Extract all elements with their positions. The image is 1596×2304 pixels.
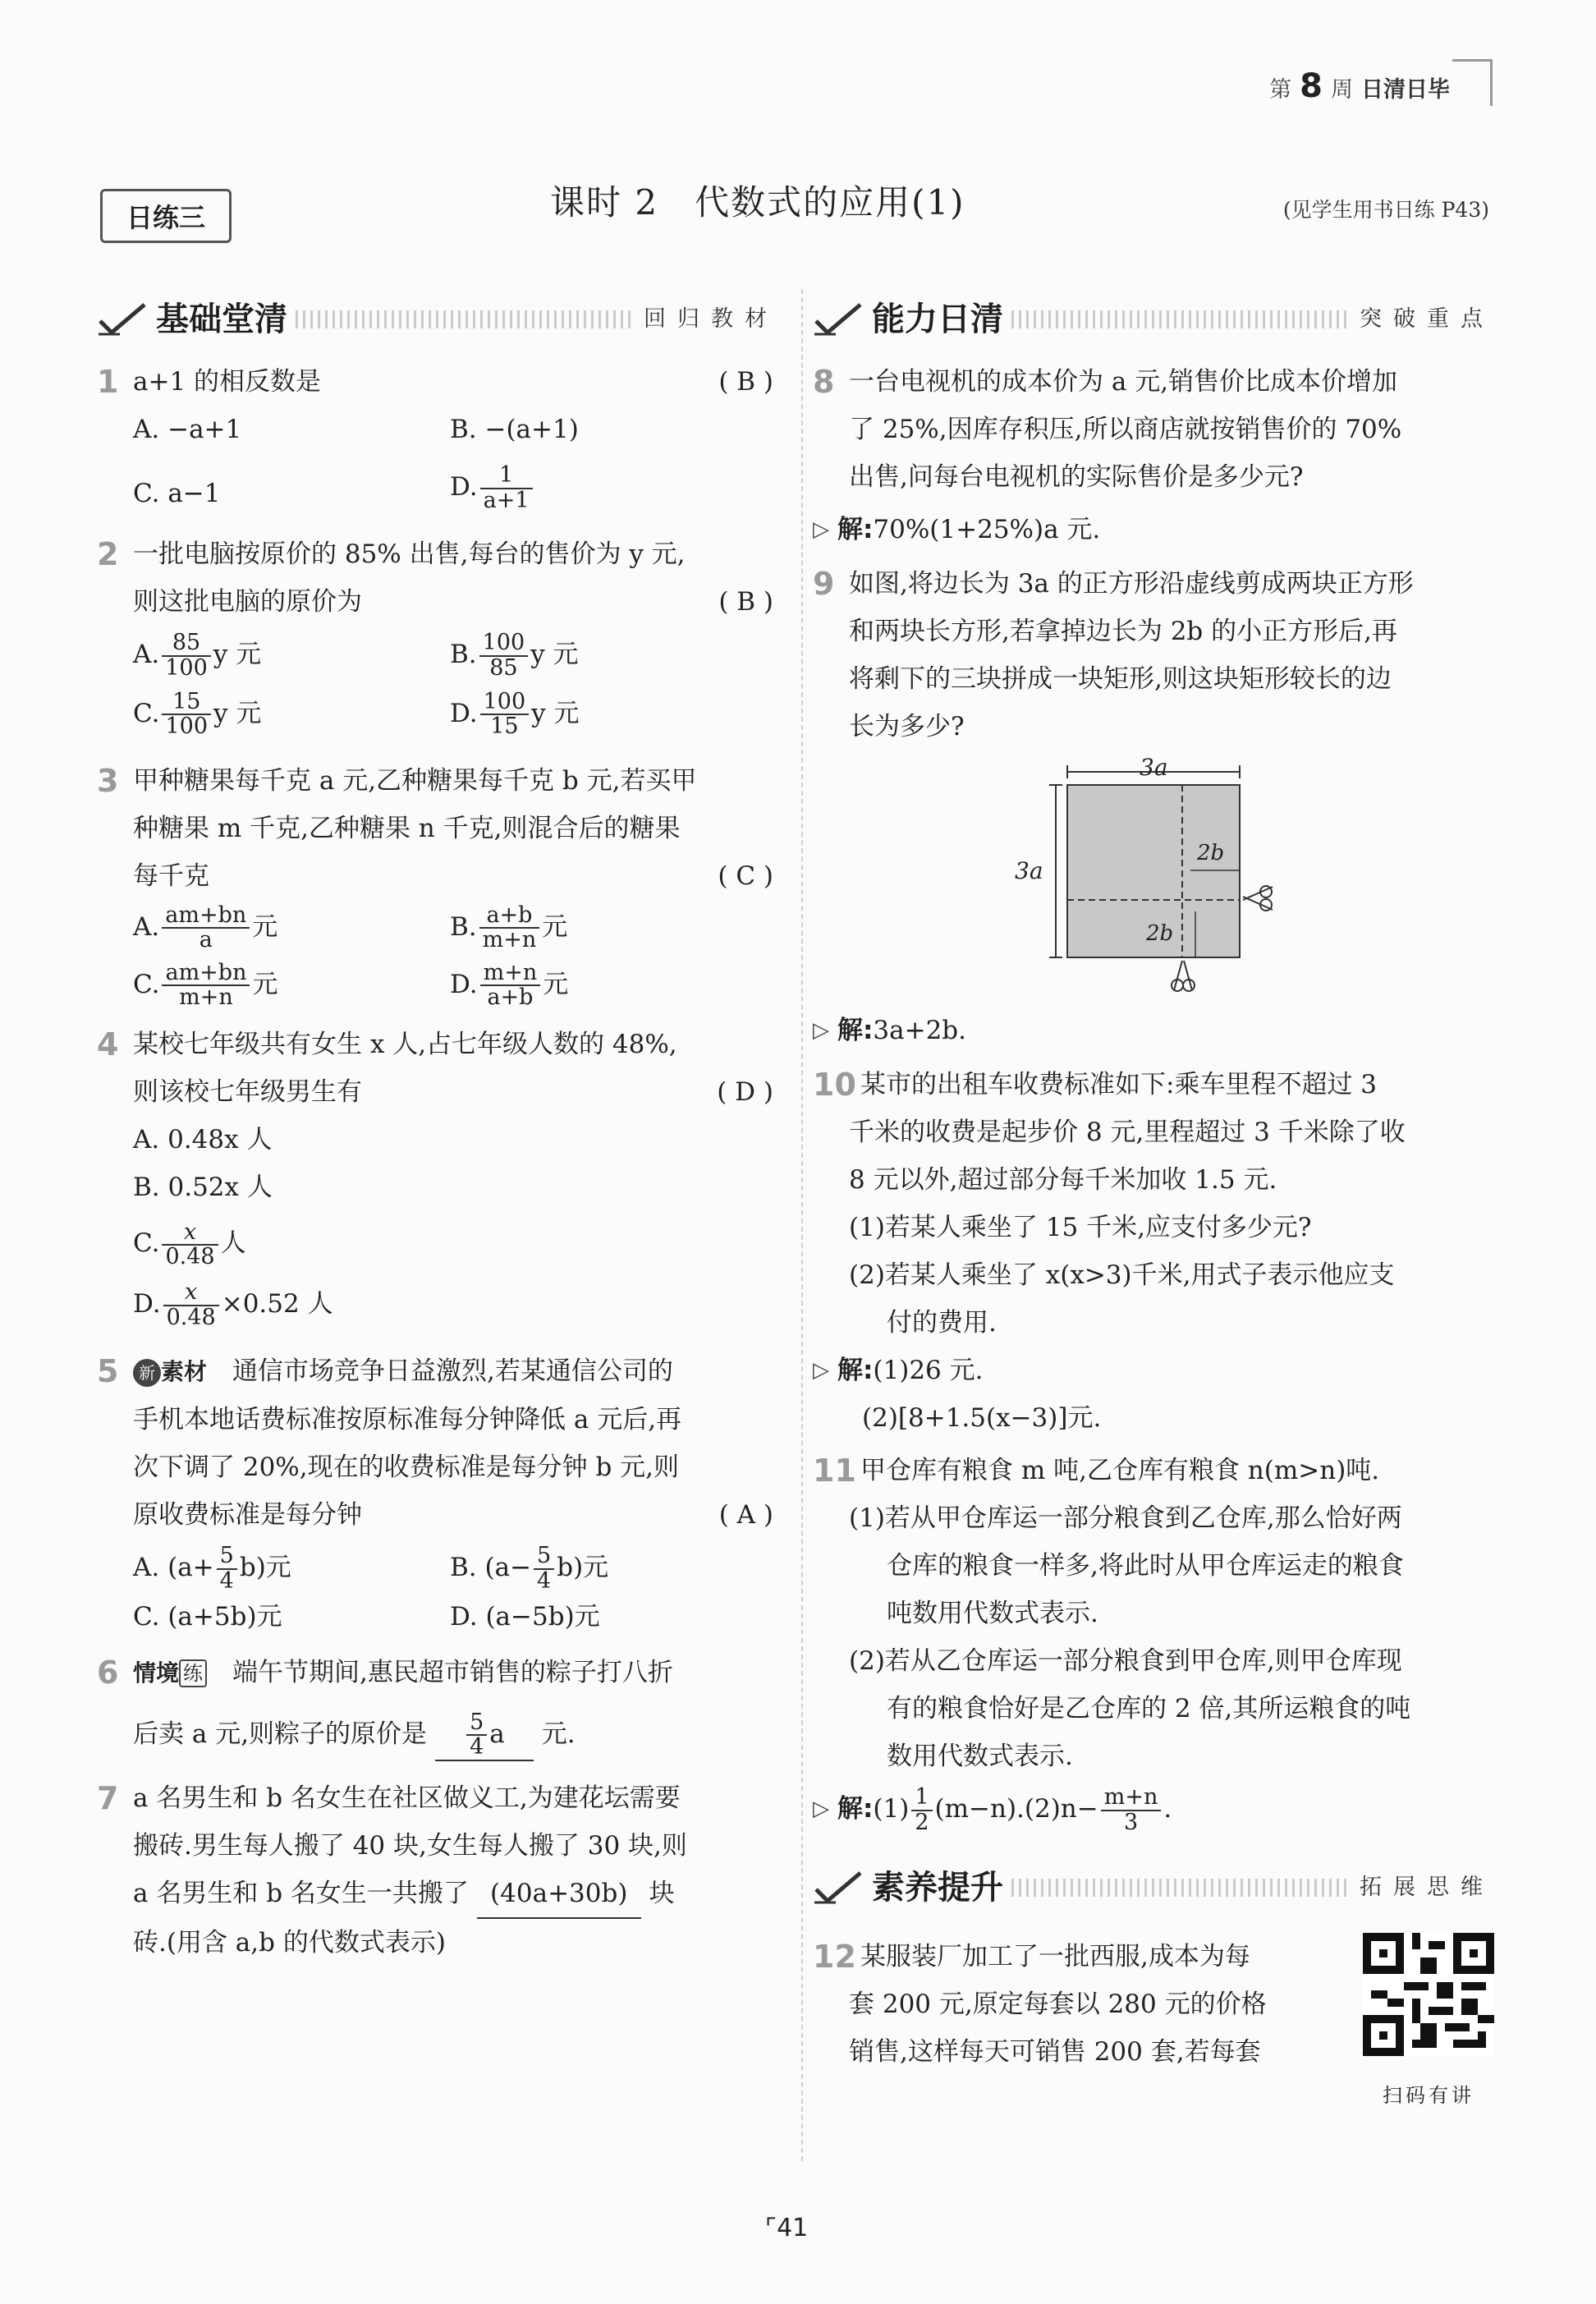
column-divider [801,289,803,2161]
question-part: 数用代数式表示. [887,1742,1073,1771]
question-stem-line: a 名男生和 b 名女生在社区做义工,为建花坛需要 [133,1783,681,1813]
option-d [450,463,778,517]
numerator: 1 [480,464,533,489]
option-tail: 元 [252,911,278,942]
option-b [450,1544,778,1593]
option-label: B. (a− [450,1553,532,1583]
option-label: D. [133,1289,161,1320]
section-dots [1011,310,1346,328]
option-tail: 元 [542,911,568,942]
context-label: 情境 [133,1659,180,1687]
blank-tail: a [489,1719,505,1749]
option-a [133,631,450,680]
fraction [479,904,540,952]
fraction [162,904,250,952]
option-d [450,690,778,739]
option-c [133,690,450,739]
question-number: 6 [97,1654,119,1691]
section-basic-header [97,296,778,343]
question-stem-line: 套 200 元,原定每套以 280 元的价格 [849,1989,1267,2019]
question-stem: a+1 的相反数是 [133,367,322,397]
left-column [97,296,778,1967]
option-label: A. (a+ [133,1553,214,1583]
question-stem-line: 某服装厂加工了一批西服,成本为每 [860,1941,1250,1971]
square-figure [813,755,1494,1002]
fraction [162,631,211,680]
fill-blank[interactable] [435,1710,534,1761]
question-12 [813,1933,1348,2119]
question-part: 付的费用. [887,1308,997,1338]
question-stem-line: 了 25%,因库存积压,所以商店就按销售价的 70% [849,415,1402,444]
fraction [162,691,211,739]
solution-9 [813,1007,1494,1054]
question-number: 12 [813,1938,856,1975]
question-number: 5 [97,1353,119,1390]
denominator: 4 [470,1734,484,1760]
denominator: 0.48 [165,1243,215,1269]
fraction [480,464,533,512]
answer-choice: ( B ) [718,367,773,397]
pen-check-icon [813,301,864,337]
numerator: 100 [479,631,529,656]
option-label: B. [450,640,477,669]
solution-label: 解: [837,1794,874,1824]
option-c [133,961,450,1010]
fraction [217,1544,237,1593]
question-stem-line: 后卖 a 元,则粽子的原价是 [133,1719,428,1749]
denominator: m+n [179,984,233,1011]
week-prefix: 第 [1269,77,1292,103]
question-stem-line: 则这批电脑的原价为 [133,587,362,617]
scissors-icon [1172,961,1195,991]
question-stem-line: 端午节期间,惠民超市销售的粽子打八折 [232,1657,673,1687]
solution-text: 70%(1+25%)a 元. [873,515,1101,544]
week-indicator [1269,67,1450,105]
question-part: (1)若从甲仓库运一部分粮食到乙仓库,那么恰好两 [849,1503,1402,1533]
denominator: m+n [482,927,537,953]
fraction [1101,1786,1162,1834]
question-stem-line: 长为多少? [849,712,965,741]
question-stem-line: 手机本地话费标准按原标准每分钟降低 a 元后,再 [133,1405,682,1435]
question-stem-line: a 名男生和 b 名女生一共搬了 [133,1878,469,1908]
brand-label: 日清日毕 [1361,77,1450,103]
options [97,406,778,517]
question-stem-line: 将剩下的三块拼成一块矩形,则这块矩形较长的边 [849,664,1392,694]
question-3 [97,757,778,900]
question-stem-line: 如图,将边长为 3a 的正方形沿虚线剪成两块正方形 [849,569,1414,599]
solution-text: (1) [873,1794,910,1824]
question-stem-line: 一批电脑按原价的 85% 出售,每台的售价为 y 元, [133,539,686,569]
option-label: B. [450,911,477,942]
pen-check-icon [813,1870,864,1906]
solution-text: . [1163,1794,1172,1824]
question-stem-line: 甲种糖果每千克 a 元,乙种糖果每千克 b 元,若买甲 [133,765,697,796]
option-a [133,903,450,952]
solution-10 [813,1347,1494,1442]
section-dots [1011,1879,1346,1897]
option-tail: 人 [220,1228,246,1259]
question-stem-line: 搬砖.男生每人搬了 40 块,女生每人搬了 30 块,则 [133,1830,687,1861]
numerator: 1 [911,1786,932,1811]
option-label: C. [133,698,160,728]
question-stem-line: 次下调了 20%,现在的收费标准是每分钟 b 元,则 [133,1453,680,1483]
question-stem-line: 千米的收费是起步价 8 元,里程超过 3 千米除了收 [849,1118,1406,1147]
question-stem-line: 种糖果 m 千克,乙种糖果 n 千克,则混合后的糖果 [133,813,681,843]
option-label: A. [133,911,160,942]
numerator: a+b [479,904,540,929]
cut-square-diagram [813,755,1494,1002]
option-label: A. [133,640,160,669]
fraction [911,1786,932,1834]
numerator: am+bn [162,962,250,986]
options [97,1116,778,1329]
section-subtitle: 突破重点 [1360,306,1494,332]
solution-label: 解: [837,1356,874,1385]
fraction [479,631,529,680]
option-tail: 元 [252,969,278,999]
solution-text: (1)26 元. [873,1356,984,1385]
denominator: a [199,927,213,953]
option-tail: y 元 [530,640,579,669]
option-label: C. [133,969,160,999]
option-label: D. [450,969,478,999]
option-a [133,1544,450,1593]
qr-code-icon[interactable] [1363,1933,1494,2056]
question-stem-line: 某校七年级共有女生 x 人,占七年级人数的 48%, [133,1030,677,1060]
right-column [813,296,1494,2119]
denominator: a+1 [483,487,530,513]
question-number: 4 [97,1026,119,1063]
question-stem-line: 8 元以外,超过部分每千米加收 1.5 元. [849,1165,1277,1195]
figure-label-cut: 2b [1197,841,1225,865]
numerator: 5 [217,1544,237,1569]
numerator: 100 [480,691,530,715]
solution-11 [813,1785,1494,1834]
fraction [534,1544,554,1593]
question-stem-line: 销售,这样每天可销售 200 套,若每套 [849,2036,1261,2067]
option-c [133,1219,778,1269]
section-dots [296,310,631,328]
question-2 [97,530,778,626]
option-b [450,631,778,680]
lesson-tag: 日练三 [100,189,232,243]
figure-label-cut: 2b [1146,921,1174,946]
question-part: 有的粮食恰好是乙仓库的 2 倍,其所运粮食的吨 [887,1694,1411,1723]
week-suffix: 周 [1331,77,1353,103]
denominator: 100 [165,714,209,740]
question-11 [813,1447,1494,1780]
option-label: C. [133,1228,160,1259]
section-subtitle: 拓展思维 [1360,1874,1494,1900]
numerator: m+n [1101,1786,1162,1811]
option-tail: b)元 [239,1553,291,1583]
week-number: 8 [1300,67,1323,105]
answer-choice: ( A ) [718,1500,773,1531]
option-tail: b)元 [557,1553,609,1583]
option-tail: y 元 [531,698,580,728]
numerator: 15 [162,691,211,715]
question-part: 仓库的粮食一样多,将此时从甲仓库运走的粮食 [887,1551,1404,1581]
material-label: 素材 [161,1358,208,1386]
question-stem-line: 甲仓库有粮食 m 吨,乙仓库有粮食 n(m>n)吨. [860,1456,1380,1485]
question-stem-line: 每千克 [133,861,209,891]
answer-choice: ( D ) [717,1077,773,1108]
denominator: 4 [537,1567,552,1594]
solution-8 [813,506,1494,553]
options [97,900,778,1010]
section-title: 基础堂清 [156,301,287,338]
section-title: 能力日清 [872,301,1003,338]
answer-choice: ( B ) [718,587,773,617]
option-a: A. 0.48x 人 [133,1125,273,1155]
denominator: 15 [490,714,519,740]
option-d [450,961,778,1010]
question-part: 吨数用代数式表示. [887,1599,1098,1628]
numerator: x [163,1281,219,1306]
option-label: D. [450,698,478,728]
fraction [480,959,541,1011]
solution-text: 3a+2b. [873,1016,967,1045]
option-c: C. a−1 [133,479,221,508]
solution-label: 解: [837,515,874,544]
qr-block [1363,1933,1494,2119]
question-stem-line: 和两块长方形,若拿掉边长为 2b 的小正方形后,再 [849,617,1397,646]
header-bracket [1452,59,1493,106]
numerator: 5 [534,1544,554,1569]
question-stem-line: 通信市场竞争日益激烈,若某通信公司的 [232,1356,673,1387]
denominator: a+b [487,984,534,1011]
new-badge: 新 [133,1359,161,1387]
figure-label-left: 3a [1015,857,1043,884]
question-stem-line: 则该校七年级男生有 [133,1077,362,1108]
option-a: A. −a+1 [133,415,242,444]
numerator: m+n [480,962,541,986]
denominator: 3 [1123,1809,1139,1835]
denominator: 4 [219,1567,234,1594]
section-title: 素养提升 [872,1868,1003,1907]
option-label: D. [450,472,478,502]
fill-blank[interactable]: (40a+30b) [477,1870,641,1919]
question-8 [813,358,1494,501]
question-number: 1 [97,364,119,400]
numerator: 85 [162,631,211,656]
question-number: 10 [813,1067,856,1103]
options [97,1539,778,1641]
pen-check-icon [97,301,148,337]
section-ability-header [813,296,1494,343]
question-1 [97,358,778,406]
question-stem-line: 砖.(用含 a,b 的代数式表示) [133,1927,446,1957]
fraction [162,1221,218,1269]
question-stem-line: 出售,问每台电视机的实际售价是多少元? [849,462,1304,492]
option-d: D. (a−5b)元 [450,1601,600,1632]
numerator: am+bn [162,904,250,929]
question-10 [813,1061,1494,1347]
fraction [163,1281,219,1329]
option-b: B. 0.52x 人 [133,1173,273,1203]
option-tail: y 元 [213,698,262,728]
solution-text: (m−n).(2)n− [934,1794,1098,1824]
question-number: 9 [813,566,835,602]
denominator: 100 [165,654,208,681]
question-number: 7 [97,1779,119,1816]
numerator: 5 [466,1711,487,1736]
scissors-icon [1243,886,1273,911]
question-stem-line: 元. [541,1719,576,1749]
question-number: 2 [97,536,119,572]
question-6 [97,1649,778,1761]
question-stem-line: 原收费标准是每分钟 [133,1500,362,1531]
question-4 [97,1021,778,1116]
options [97,626,778,739]
question-stem-line: 块 [649,1878,675,1908]
practice-box: 练 [179,1659,207,1687]
fraction [480,691,530,739]
qr-caption: 扫码有讲 [1383,2083,1474,2107]
section-subtitle: 回归教材 [644,306,778,332]
option-b: B. −(a+1) [450,415,579,444]
question-number: 11 [813,1453,856,1489]
fraction [466,1711,487,1760]
option-c: C. (a+5b)元 [133,1601,282,1632]
question-number: 3 [97,762,119,799]
question-part: (2)若某人乘坐了 x(x>3)千米,用式子表示他应支 [849,1260,1395,1290]
solution-text: (2)[8+1.5(x−3)]元. [862,1403,1102,1433]
question-part: (2)若从乙仓库运一部分粮食到甲仓库,则甲仓库现 [849,1646,1402,1676]
denominator: 0.48 [166,1304,216,1330]
page-title: 课时 2 代数式的应用(1) [550,182,965,223]
option-tail: y 元 [213,640,262,669]
denominator: 2 [915,1809,929,1835]
denominator: 85 [489,654,518,681]
question-number: 8 [813,364,835,400]
fraction [162,959,250,1011]
question-stem-line: 一台电视机的成本价为 a 元,销售价比成本价增加 [849,367,1398,397]
question-5 [97,1347,778,1539]
answer-choice: ( C ) [718,861,773,891]
numerator: x [162,1221,218,1246]
solution-label: 解: [837,1016,874,1045]
question-9 [813,560,1494,750]
question-part: (1)若某人乘坐了 15 千米,应支付多少元? [849,1213,1312,1242]
section-literacy-header [813,1864,1494,1912]
question-7 [97,1774,778,1967]
figure-label-top: 3a [1140,754,1168,781]
question-12-row [813,1933,1494,2119]
question-stem-line: 某市的出租车收费标准如下:乘车里程不超过 3 [860,1070,1378,1099]
page-number: ⌜ 41 [765,2214,808,2242]
option-b [450,903,778,952]
option-tail: 元 [543,969,569,999]
option-d [133,1280,778,1329]
option-tail: ×0.52 人 [221,1289,333,1320]
reference-note: (见学生用书日练 P43) [1282,198,1489,222]
